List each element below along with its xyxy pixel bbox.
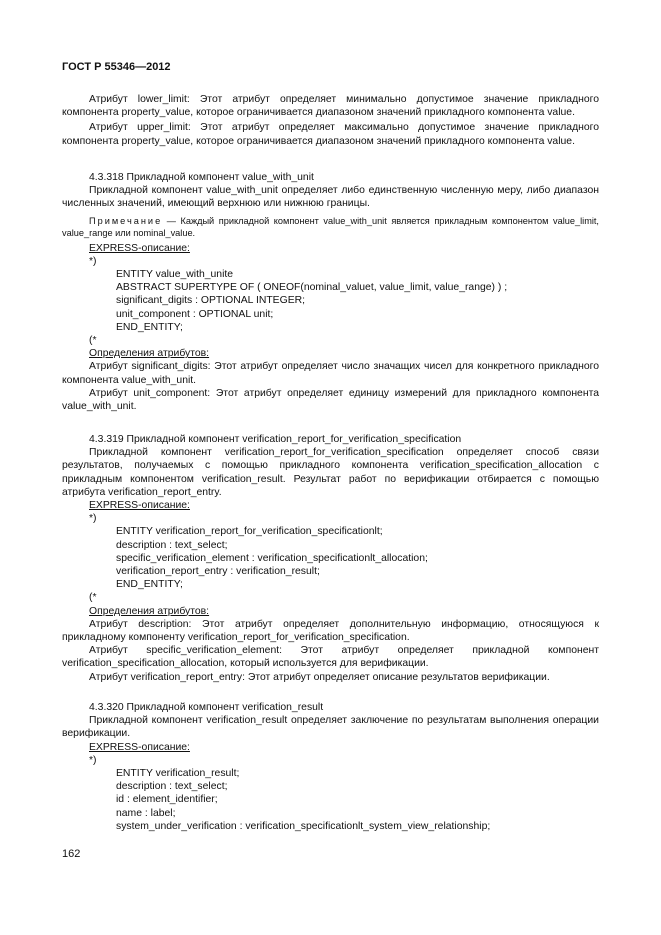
section-heading: 4.3.318 Прикладной компонент value_with_unit [89, 172, 314, 183]
express-label: EXPRESS-описание: [89, 741, 190, 753]
code-line: ABSTRACT SUPERTYPE OF ( ONEOF(nominal_valuet, value_limit, value_range) ) ; [116, 282, 508, 294]
definitions-label: Определения атрибутов: [89, 348, 210, 360]
attribute-definition: Атрибут verification_report_entry: Этот атрибут определяет описание результатов верификации. [89, 671, 550, 683]
express-open: *) [89, 255, 97, 267]
document-header: ГОСТ Р 55346—2012 [62, 61, 171, 73]
attribute-definition: Атрибут description: Этот атрибут определяет дополнительную информацию, относящуюся к прикладному компоненту verification_report_for_verification_specification. [62, 618, 599, 644]
paragraph-upper-limit: Атрибут upper_limit: Этот атрибут определяет максимально допустимое значение прикладного компонента property_value, которое ограничивается диапазоном значений прикладного компонента value. [62, 122, 599, 147]
express-open: *) [89, 754, 97, 766]
express-close: (* [89, 592, 97, 604]
express-label: EXPRESS-описание: [89, 242, 190, 254]
code-line: specific_verification_element : verification_specificationlt_allocation; [116, 552, 428, 564]
section-heading: 4.3.320 Прикладной компонент verification_result [89, 702, 324, 713]
section-4-3-319 [62, 433, 599, 684]
page-number: 162 [62, 848, 81, 860]
section-note [62, 215, 599, 239]
attribute-limits-block [62, 93, 599, 148]
express-label: EXPRESS-описание: [89, 500, 190, 512]
code-line: system_under_verification : verification_specificationlt_system_view_relationship; [116, 820, 491, 832]
code-line: name : label; [116, 807, 176, 819]
note-label: Примечание [89, 215, 163, 226]
code-line: END_ENTITY; [116, 321, 183, 333]
attribute-definition: Атрибут unit_component: Этот атрибут определяет единицу измерений для прикладного компонента value_with_unit. [62, 387, 599, 413]
section-4-3-318 [62, 171, 599, 413]
code-line: ENTITY value_with_unite [116, 269, 234, 281]
code-line: description : text_select; [116, 781, 228, 793]
attribute-definition: Атрибут specific_verification_element: Этот атрибут определяет прикладной компонент verification_specification_allocation, который используется для верификации. [62, 645, 599, 670]
paragraph-lower-limit: Атрибут lower_limit: Этот атрибут определяет минимально допустимое значение прикладного компонента property_value, которое ограничивается диапазоном значений прикладного компонента value. [62, 94, 599, 119]
code-line: END_ENTITY; [116, 579, 183, 591]
section-heading: 4.3.319 Прикладной компонент verification_report_for_verification_specification [89, 434, 462, 445]
express-open: *) [89, 513, 97, 525]
code-line: description : text_select; [116, 539, 228, 551]
code-line: verification_report_entry : verification_result; [116, 566, 320, 578]
express-close: (* [89, 335, 97, 347]
definitions-label: Определения атрибутов: [89, 605, 210, 617]
code-line: ENTITY verification_result; [116, 768, 240, 780]
code-line: significant_digits : OPTIONAL INTEGER; [116, 295, 306, 307]
section-intro: Прикладной компонент value_with_unit определяет либо единственную численную меру, либо диапазон численных значений, имеющий верхнюю или нижнюю границы. [62, 185, 599, 210]
code-line: unit_component : OPTIONAL unit; [116, 308, 274, 320]
section-intro: Прикладной компонент verification_report_for_verification_specification определяет способ связи результатов, получаемых с помощью прикладного компонента verification_specification_allocation с прикладным компонентом verification_result. Результат работ по верификации отбирается с помощью атрибута verification_report_entry. [62, 447, 599, 498]
code-line: ENTITY verification_report_for_verification_specificationlt; [116, 526, 383, 538]
section-4-3-320 [62, 701, 599, 833]
section-intro: Прикладной компонент verification_result определяет заключение по результатам выполнения операции верификации. [62, 715, 599, 740]
note-text: — Каждый прикладной компонент value_with_unit является прикладным компонентом value_limit, value_range или nominal_value. [62, 215, 599, 238]
code-line: id : element_identifier; [116, 794, 218, 806]
attribute-definition: Атрибут significant_digits: Этот атрибут определяет число значащих чисел для конкретного прикладного компонента value_with_unit. [62, 361, 599, 386]
